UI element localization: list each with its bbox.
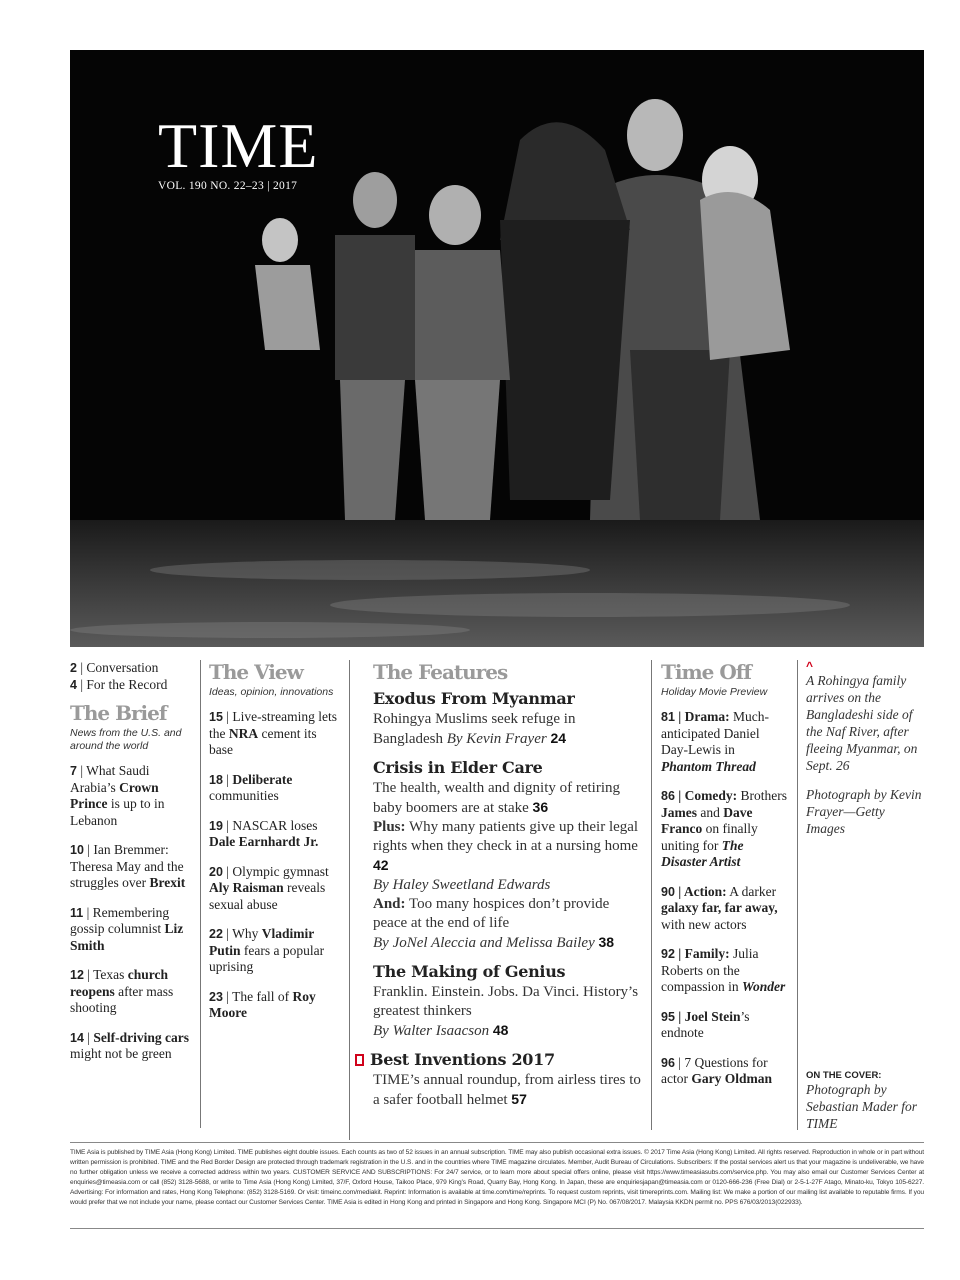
toc-entry[interactable]: 23 | The fall of Roy Moore (209, 988, 316, 1020)
cover-label: ON THE COVER: (806, 1070, 882, 1081)
masthead (158, 110, 319, 192)
section-title-view: The View (209, 660, 303, 684)
toc-column-timeoff (661, 660, 789, 1101)
column-divider (200, 660, 201, 1128)
section-title-timeoff: Time Off (661, 660, 751, 684)
feature-entry[interactable]: Crisis in Elder Care The health, wealth and dignity of retiring baby boomers are at stake 36 Plus: Why many patients give up their legal rights when they check in at a nursing home 42 By Haley Sweetland Edwards And: Too many hospices don’t provide peace at the end of life By JoNel Aleccia and Melissa Bailey 38 (373, 757, 645, 953)
toc-entry[interactable]: 92 | Family: Julia Roberts on the compassion in Wonder (661, 946, 786, 994)
toc-entry[interactable]: 4 | For the Record (70, 676, 168, 692)
toc-entry[interactable]: 10 | Ian Bremmer: Theresa May and the struggles over Brexit (70, 842, 186, 890)
toc-entry[interactable]: 81 | Drama: Much-anticipated Daniel Day-Lewis in Phantom Thread (661, 709, 769, 774)
section-title-features: The Features (373, 660, 508, 684)
cover-photo (70, 50, 924, 647)
feature-title: Exodus From Myanmar (373, 689, 575, 708)
column-divider (797, 660, 798, 1130)
toc-entry[interactable]: 18 | Deliberate communities (209, 771, 293, 803)
cover-credit-text: Photograph by Sebastian Mader for TIME (806, 1082, 917, 1131)
photo-caption-column (806, 660, 924, 837)
toc-entry[interactable]: 86 | Comedy: Brothers James and Dave Franco on finally uniting for The Disaster Artist (661, 788, 787, 869)
top-items (70, 660, 194, 693)
section-subtitle: Holiday Movie Preview (661, 686, 768, 698)
red-border-icon (355, 1054, 364, 1066)
toc-column-features (370, 660, 645, 1110)
feature-entry[interactable]: Exodus From Myanmar Rohingya Muslims seek refuge in Bangladesh By Kevin Frayer 24 (373, 688, 645, 749)
toc-entry[interactable]: 95 | Joel Stein’s endnote (661, 1008, 750, 1040)
cover-credit (806, 1070, 924, 1132)
photo-credit: Photograph by Kevin Frayer—Getty Images (806, 787, 922, 836)
toc-entry[interactable]: 15 | Live-streaming lets the NRA cement its base (209, 709, 337, 757)
toc-entry[interactable]: 14 | Self-driving cars might not be green (70, 1029, 189, 1061)
toc-entry[interactable]: 19 | NASCAR loses Dale Earnhardt Jr. (209, 817, 319, 849)
feature-title: The Making of Genius (373, 962, 566, 981)
section-subtitle: News from the U.S. and around the world (70, 727, 182, 752)
toc-entry[interactable]: 7 | What Saudi Arabia’s Crown Prince is up to in Lebanon (70, 763, 165, 828)
toc-entry[interactable]: 20 | Olympic gymnast Aly Raisman reveals sexual abuse (209, 863, 329, 912)
caret-up-icon: ^ (806, 659, 814, 673)
toc-entry[interactable]: 96 | 7 Questions for actor Gary Oldman (661, 1054, 772, 1086)
toc-entry[interactable]: 12 | Texas church reopens after mass shooting (70, 967, 174, 1015)
feature-entry[interactable]: The Making of Genius Franklin. Einstein. Jobs. Da Vinci. History’s greatest thinkers By Walter Isaacson 48 (373, 961, 645, 1041)
volume-line: VOL. 190 NO. 22–23 | 2017 (158, 180, 298, 192)
section-subtitle: Ideas, opinion, innovations (209, 686, 334, 698)
section-title-brief: The Brief (70, 701, 167, 725)
column-divider (651, 660, 652, 1130)
feature-title: Crisis in Elder Care (373, 758, 543, 777)
toc-entry[interactable]: 22 | Why Vladimir Putin fears a popular uprising (209, 926, 325, 974)
column-divider (349, 660, 350, 1140)
footer-rule (70, 1228, 924, 1229)
feature-entry[interactable]: Best Inventions 2017 TIME’s annual roundup, from airless tires to a safer football helmet 57 (355, 1049, 645, 1110)
toc-entry[interactable]: 2 | Conversation (70, 660, 159, 675)
toc-entry[interactable]: 11 | Remembering gossip columnist Liz Smith (70, 904, 184, 953)
feature-title: Best Inventions 2017 (370, 1050, 555, 1069)
toc-entry[interactable]: 90 | Action: A darker galaxy far, far away, with new actors (661, 883, 778, 932)
photo-caption: A Rohingya family arrives on the Bangladeshi side of the Naf River, after fleeing Myanmar, on Sept. 26 (806, 673, 918, 773)
legal-footer: TIME Asia is published by TIME Asia (Hong Kong) Limited. TIME publishes eight double issues. Each counts as two of 52 issues in an annual subscription. TIME may also publish occasional extra issues. © 2017 Time Asia (Hong Kong) Limited. All rights reserved. Reproduction in whole or in part without written permission is prohibited. TIME and the Red Border Design are protected through trademark registration in the U.S. and in the countries where TIME magazine circulates. Member, Audit Bureau of Circulations. Subscribers: If the postal services alert us that your magazine is undeliverable, we have no further obligation unless we receive a corrected address within two years. CUSTOMER SERVICE AND SUBSCRIPTIONS: For 24/7 service, or to learn more about special offers online, please visit https://www.timeasiasubs.com/service.php. You may also email our Customer Services Center at enquiries@timeasia.com or call (852) 3128-5688, or write to Time Asia (Hong Kong) Limited, 37/F, Oxford House, Taikoo Place, 979 King’s Road, Quarry Bay, Hong Kong. In Japan, these are enquiriesjapan@timeasia.com or 0120-666-236 (Free Dial) or 2-5-1-27F Atago, Minato-ku, Tokyo 105-6227. Advertising: For information and rates, Hong Kong Telephone: (852) 3128-5169. Or visit: timeinc.com/mediakit. Reprint: Information is available at time.com/time/reprints. To request custom reprints, visit timereprints.com. Mailing list: We make a portion of our mailing list available to reputable firms. If you would prefer that we not include your name, please contact our Customer Services Center. TIME Asia is edited in Hong Kong and printed in Singapore and Hong Kong. Singapore MCI (P) No. 067/08/2017. Malaysia KKDN permit no. PPS 676/03/2013(022933). (70, 1142, 924, 1208)
toc-column-view (209, 660, 343, 1035)
toc-column-brief (70, 660, 194, 1076)
time-logo: TIME (158, 110, 319, 181)
